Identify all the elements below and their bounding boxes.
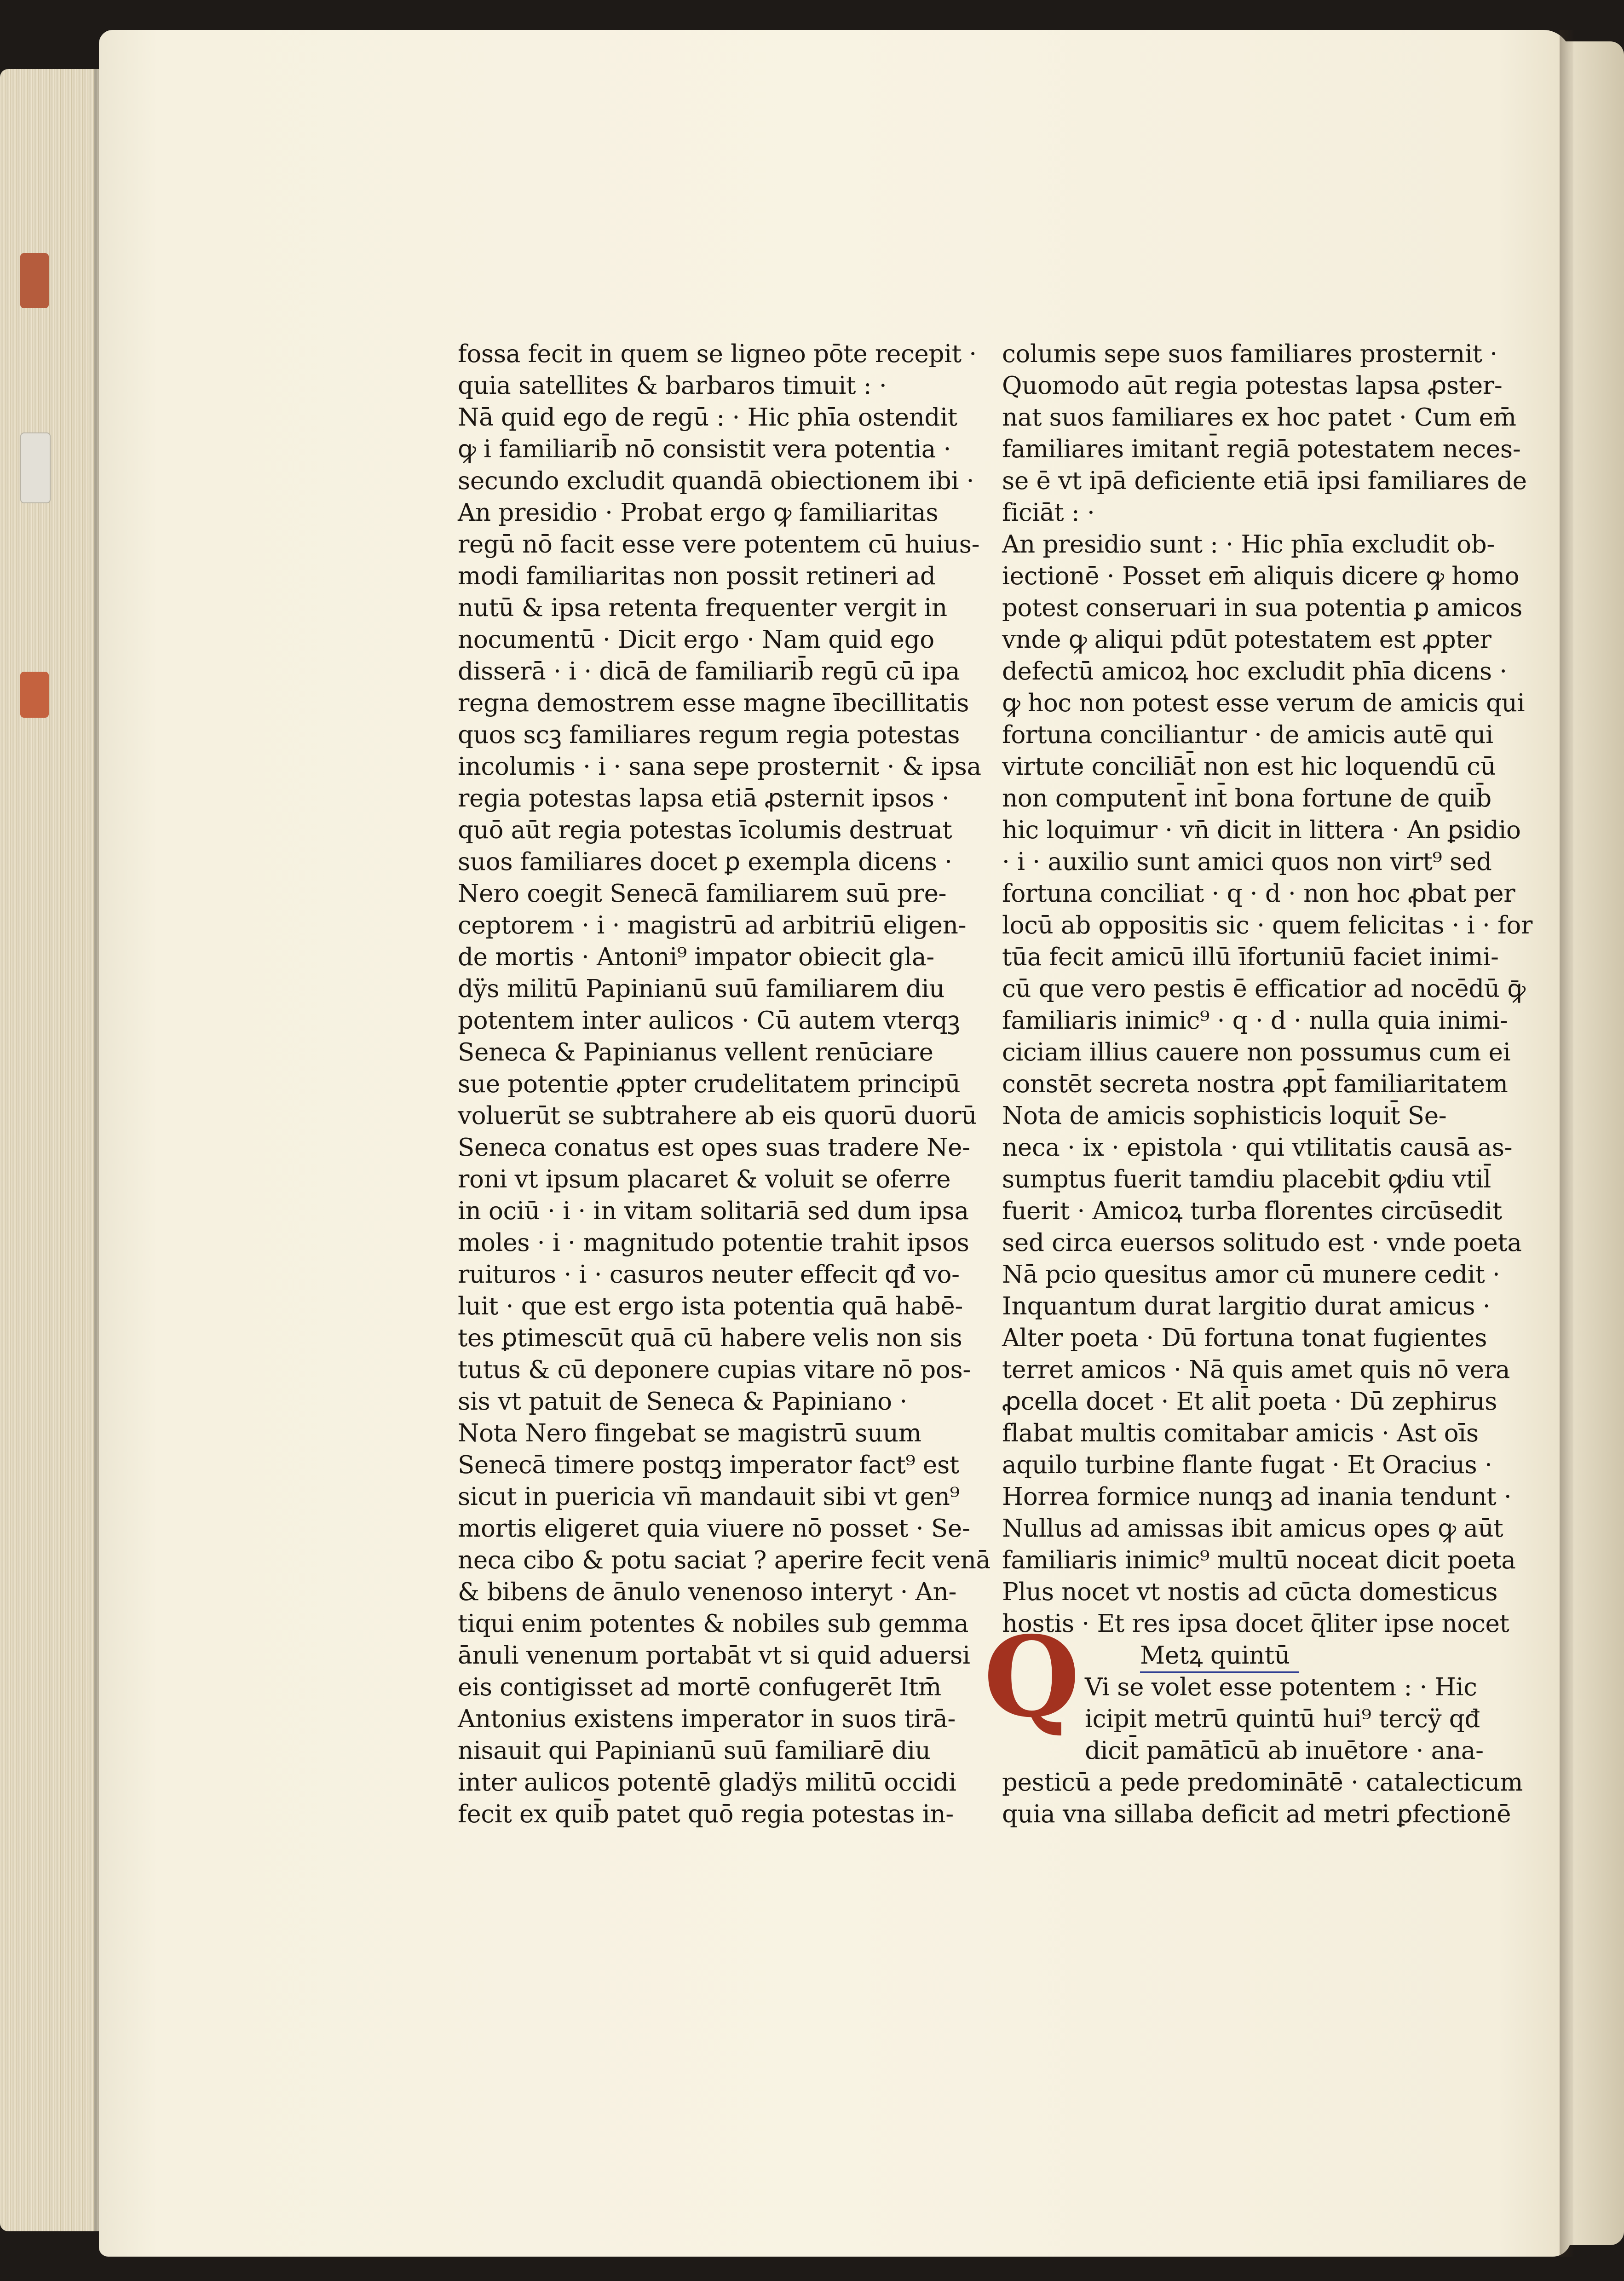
text-line: hic loquimur · vn̄ dicit in littera · An ꝑsidio — [1002, 816, 1521, 844]
text-line: inter aulicos potentē gladÿs militū occidi — [458, 1768, 956, 1797]
text-line: Nota de amicis sophisticis loquit̄ Se- — [1002, 1102, 1447, 1130]
text-line: quos scꝫ familiares regum regia potestas — [458, 721, 960, 749]
text-line: dÿs militū Papinianū suū familiarem diu — [458, 975, 945, 1003]
text-line: Nota Nero fingebat se magistrū suum — [458, 1419, 921, 1447]
text-line: neca · ix · epistola · qui vtilitatis causā as- — [1002, 1134, 1513, 1162]
text-line: in ociū · i · in vitam solitariā sed dum ipsa — [458, 1197, 969, 1225]
text-line: Inquantum durat largitio durat amicus · — [1002, 1292, 1491, 1320]
text-line: quō aūt regia potestas īcolumis destruat — [458, 816, 952, 844]
text-line: constēt secreta nostra ꝓpt̄ familiaritatem — [1002, 1070, 1508, 1098]
text-line: roni vt ipsum placaret & voluit se oferre — [458, 1165, 951, 1193]
text-line: Senecā timere postqꝫ imperator fact⁹ est — [458, 1451, 959, 1479]
text-line: secundo excludit quandā obiectionem ibi · — [458, 467, 974, 495]
text-line: terret amicos · Nā quis amet quis nō vera — [1002, 1356, 1510, 1384]
text-line: Horrea formice nunqꝫ ad inania tendunt · — [1002, 1483, 1512, 1511]
text-line: Nullus ad amissas ibit amicus opes ꝙ aūt — [1002, 1515, 1503, 1543]
text-line: fortuna conciliat · q · d · non hoc ꝓbat per — [1002, 880, 1515, 908]
right-text-column — [1002, 338, 1533, 1830]
text-line: moles · i · magnitudo potentie trahit ipsos — [458, 1229, 969, 1257]
text-line: sumptus fuerit tamdiu placebit ꝙdiu vtil̄ — [1002, 1165, 1491, 1193]
text-line: fuerit · Amicoꝝ turba florentes circūsedit — [1002, 1197, 1502, 1225]
text-line: suos familiares docet ꝑ exempla dicens · — [458, 848, 952, 876]
text-line: quia vna sillaba deficit ad metri ꝑfectionē — [1002, 1800, 1511, 1828]
text-line: Quomodo aūt regia potestas lapsa ꝓster- — [1002, 372, 1503, 400]
text-line: mortis eligeret quia viuere nō posset · Se- — [458, 1515, 970, 1543]
text-line: de mortis · Antoni⁹ impator obiecit gla- — [458, 943, 934, 971]
text-line: nisauit qui Papinianū suū familiarē diu — [458, 1737, 931, 1765]
page-tab-marker — [20, 672, 49, 718]
text-line: sue potentie ꝓpter crudelitatem principū — [458, 1070, 961, 1098]
text-line: defectū amicoꝝ hoc excludit phīa dicens · — [1002, 657, 1507, 685]
text-line: regū nō facit esse vere potentem cū huius- — [458, 530, 980, 559]
text-line: se ē vt ipā deficiente etiā ipsi familiares de — [1002, 467, 1527, 495]
text-line: fossa fecit in quem se ligneo pōte recepit · — [458, 340, 977, 368]
text-line: ciciam illius cauere non possumus cum ei — [1002, 1038, 1511, 1066]
text-line: fecit ex quib̄ patet quō regia potestas in- — [458, 1800, 954, 1828]
left-text-column — [458, 338, 991, 1830]
text-line: regia potestas lapsa etiā ꝓsternit ipsos · — [458, 784, 950, 812]
page-tab-marker — [20, 253, 49, 308]
text-line: disserā · i · dicā de familiarib̄ regū cū ipa — [458, 657, 960, 685]
text-line: Alter poeta · Dū fortuna tonat fugientes — [1002, 1324, 1487, 1352]
book-fore-edge — [0, 69, 110, 2231]
text-line: · i · auxilio sunt amici quos non virt⁹ sed — [1002, 848, 1492, 876]
text-line: ānuli venenum portabāt vt si quid aduersi — [458, 1642, 970, 1670]
text-line: tutus & cū deponere cupias vitare nō pos- — [458, 1356, 971, 1384]
text-line: Vi se volet esse potentem : · Hic — [1085, 1673, 1477, 1701]
text-line: Antonius existens imperator in suos tirā- — [458, 1705, 956, 1733]
text-line: locū ab oppositis sic · quem felicitas · i · for — [1002, 911, 1533, 939]
text-line: Nā pcio quesitus amor cū munere cedit · — [1002, 1261, 1500, 1289]
text-line: flabat multis comitabar amicis · Ast oīs — [1002, 1419, 1479, 1447]
text-line: vnde ꝙ aliqui pdūt potestatem est ꝓpter — [1002, 626, 1492, 654]
text-line: familiaris inimic⁹ multū noceat dicit poeta — [1002, 1546, 1516, 1574]
text-line: hostis · Et res ipsa docet q̄liter ipse nocet — [1002, 1610, 1509, 1638]
text-line: tes ꝑtimescūt quā cū habere velis non sis — [458, 1324, 962, 1352]
text-line: nat suos familiares ex hoc patet · Cum em̄ — [1002, 403, 1516, 432]
text-line: Seneca conatus est opes suas tradere Ne- — [458, 1134, 970, 1162]
text-line: sicut in puericia vn̄ mandauit sibi vt gen⁹ — [458, 1483, 960, 1511]
text-line: & bibens de ānulo venenoso interyt · An- — [458, 1578, 957, 1606]
text-line: An presidio sunt : · Hic phīa excludit ob- — [1002, 530, 1495, 559]
text-line: potest conseruari in sua potentia ꝑ amicos — [1002, 594, 1522, 622]
text-line: sed circa euersos solitudo est · vnde poeta — [1002, 1229, 1522, 1257]
text-line: regna demostrem esse magne ībecillitatis — [458, 689, 969, 717]
text-line: nocumentū · Dicit ergo · Nam quid ego — [458, 626, 934, 654]
page-tab-marker — [20, 432, 51, 503]
text-line: nutū & ipsa retenta frequenter vergit in — [458, 594, 947, 622]
text-line: tiqui enim potentes & nobiles sub gemma — [458, 1610, 969, 1638]
text-line: fortuna conciliantur · de amicis autē qui — [1002, 721, 1493, 749]
text-line: dicit̄ pamātīcū ab inuētore · ana- — [1085, 1737, 1484, 1765]
text-line: tūa fecit amicū illū īfortuniū faciet inimi- — [1002, 943, 1499, 971]
text-line: modi familiaritas non possit retineri ad — [458, 562, 936, 590]
text-line: voluerūt se subtrahere ab eis quorū duorū — [458, 1102, 977, 1130]
decorated-initial-q: Q — [984, 1612, 1080, 1742]
text-line: Nā quid ego de regū : · Hic phīa ostendit — [458, 403, 957, 432]
text-line: ficiāt : · — [1002, 499, 1095, 527]
text-line: ꝓcella docet · Et alit̄ poeta · Dū zephirus — [1002, 1388, 1497, 1416]
text-line: luit · que est ergo ista potentia quā habē- — [458, 1292, 963, 1320]
text-line: ꝙ i familiarib̄ nō consistit vera potentia · — [458, 435, 951, 463]
text-line: Nero coegit Senecā familiarem suū pre- — [458, 880, 947, 908]
text-line: An presidio · Probat ergo ꝙ familiaritas — [458, 499, 939, 527]
text-line: Plus nocet vt nostis ad cūcta domesticus — [1002, 1578, 1498, 1606]
text-line: Seneca & Papinianus vellent renūciare — [458, 1038, 933, 1066]
metrum-heading: Metꝝ quintū — [1140, 1640, 1299, 1673]
text-line: ceptorem · i · magistrū ad arbitriū eligen- — [458, 911, 967, 939]
text-line: non computent̄ int̄ bona fortune de quib̄ — [1002, 784, 1492, 812]
text-line: potentem inter aulicos · Cū autem vterqꝫ — [458, 1007, 960, 1035]
text-line: incolumis · i · sana sepe prosternit · & ipsa — [458, 753, 981, 781]
text-line: sis vt patuit de Seneca & Papiniano · — [458, 1388, 907, 1416]
text-line: virtute conciliāt̄ non est hic loquendū cū — [1002, 753, 1496, 781]
text-line: ruituros · i · casuros neuter effecit qđ vo- — [458, 1261, 960, 1289]
text-line: ꝙ hoc non potest esse verum de amicis qui — [1002, 689, 1525, 717]
text-line: pesticū a pede predominātē · catalecticum — [1002, 1768, 1523, 1797]
text-line: iectionē · Posset em̄ aliquis dicere ꝙ homo — [1002, 562, 1520, 590]
gutter-shadow — [1560, 30, 1573, 2257]
text-line: familiares imitant̄ regiā potestatem neces- — [1002, 435, 1521, 463]
text-line: familiaris inimic⁹ · q · d · nulla quia inimi- — [1002, 1007, 1508, 1035]
text-line: quia satellites & barbaros timuit : · — [458, 372, 887, 400]
text-line: neca cibo & potu saciat ? aperire fecit venā — [458, 1546, 991, 1574]
text-line: eis contigisset ad mortē confugerēt Itm̄ — [458, 1673, 941, 1701]
text-line: icipit metrū quintū hui⁹ tercÿ qđ — [1085, 1705, 1480, 1733]
text-line: cū que vero pestis ē efficatior ad nocēdū ꝙ̄ — [1002, 975, 1526, 1003]
text-line: aquilo turbine flante fugat · Et Oracius · — [1002, 1451, 1492, 1479]
text-line: columis sepe suos familiares prosternit · — [1002, 340, 1497, 368]
